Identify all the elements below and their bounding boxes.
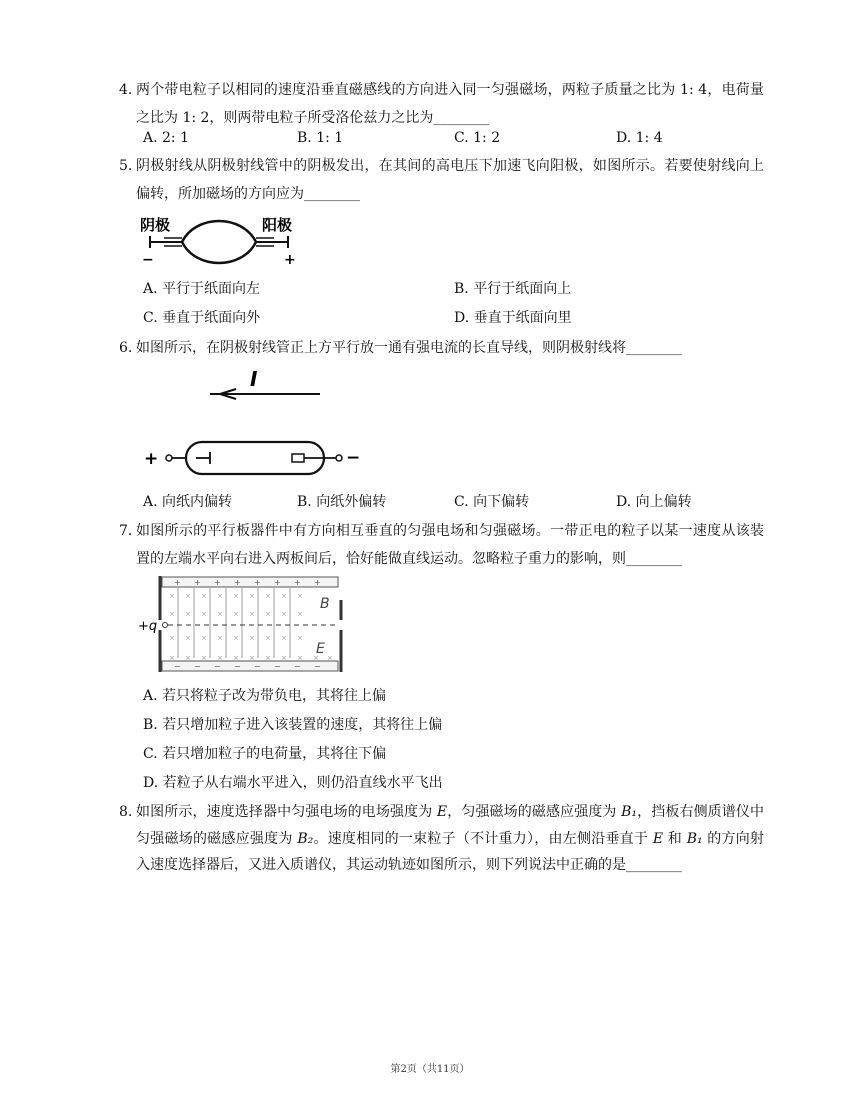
option-c: C. 若只增加粒子的电荷量，其将往下偏 bbox=[143, 746, 387, 762]
option-c: C. 垂直于纸面向外 bbox=[143, 310, 261, 326]
svg-text:×: × bbox=[265, 654, 271, 662]
minus-sign: − bbox=[346, 448, 361, 468]
question-number: 4. bbox=[119, 82, 133, 98]
option-a: A. 若只将粒子改为带负电，其将往上偏 bbox=[143, 688, 387, 704]
option-b: B. 1: 1 bbox=[297, 130, 344, 146]
question-text: 如图所示的平行板器件中有方向相互垂直的匀强电场和匀强磁场。一带正电的粒子以某一速度从该装置的左端水平向右进入两板间后，恰好能做直线运动。忽略粒子重力的影响，则________ bbox=[136, 523, 764, 567]
svg-text:−: − bbox=[274, 662, 281, 671]
svg-text:×: × bbox=[265, 592, 271, 600]
svg-text:+: + bbox=[234, 578, 241, 587]
svg-text:×: × bbox=[249, 592, 255, 600]
svg-text:×: × bbox=[265, 634, 271, 642]
option-a: A. 平行于纸面向左 bbox=[143, 281, 261, 297]
question-text: 两个带电粒子以相同的速度沿垂直磁感线的方向进入同一匀强磁场，两粒子质量之比为 1: 4，电荷量之比为 1: 2，则两带电粒子所受洛伦兹力之比为________ bbox=[136, 82, 764, 126]
svg-text:×: × bbox=[201, 634, 207, 642]
question-5 bbox=[119, 152, 764, 208]
svg-text:+: + bbox=[194, 578, 201, 587]
svg-text:×: × bbox=[281, 592, 287, 600]
svg-text:×: × bbox=[265, 610, 271, 618]
svg-text:×: × bbox=[249, 654, 255, 662]
svg-text:×: × bbox=[313, 654, 319, 662]
svg-text:×: × bbox=[217, 654, 223, 662]
svg-text:−: − bbox=[314, 662, 321, 671]
option-b: B. 向纸外偏转 bbox=[297, 494, 387, 510]
option-b: B. 平行于纸面向上 bbox=[454, 281, 572, 297]
cathode-label: 阴极 bbox=[140, 216, 171, 234]
option-b: B. 若只增加粒子进入该装置的速度，其将往上偏 bbox=[143, 717, 443, 733]
wire-and-tube-figure bbox=[140, 362, 370, 487]
svg-text:×: × bbox=[233, 592, 239, 600]
minus-sign: − bbox=[142, 252, 154, 268]
svg-text:×: × bbox=[217, 592, 223, 600]
question-6 bbox=[119, 334, 764, 362]
option-d: D. 若粒子从右端水平进入，则仍沿直线水平飞出 bbox=[143, 775, 443, 791]
svg-text:+: + bbox=[214, 578, 221, 587]
question-8 bbox=[119, 799, 764, 879]
svg-text:×: × bbox=[185, 592, 191, 600]
svg-text:−: − bbox=[234, 662, 241, 671]
question-number: 8. bbox=[119, 804, 133, 820]
svg-text:−: − bbox=[294, 662, 301, 671]
svg-text:×: × bbox=[297, 610, 303, 618]
option-c: C. 向下偏转 bbox=[454, 494, 530, 510]
anode-label: 阳极 bbox=[262, 216, 293, 234]
plus-sign: + bbox=[284, 252, 296, 268]
page-footer: 第2页（共11页） bbox=[390, 1064, 470, 1075]
svg-text:×: × bbox=[217, 634, 223, 642]
question-text: 阴极射线从阴极射线管中的阴极发出，在其间的高电压下加速飞向阳极，如图所示。若要使射线向上偏转，所加磁场的方向应为________ bbox=[136, 158, 764, 202]
question-7 bbox=[119, 517, 764, 573]
svg-text:+: + bbox=[274, 578, 281, 587]
svg-text:+: + bbox=[314, 578, 321, 587]
svg-text:×: × bbox=[185, 634, 191, 642]
svg-text:×: × bbox=[169, 634, 175, 642]
svg-text:×: × bbox=[201, 610, 207, 618]
svg-text:×: × bbox=[281, 610, 287, 618]
svg-text:−: − bbox=[254, 662, 261, 671]
option-d: D. 1: 4 bbox=[616, 130, 663, 146]
svg-text:×: × bbox=[217, 610, 223, 618]
svg-text:×: × bbox=[233, 654, 239, 662]
svg-text:×: × bbox=[281, 634, 287, 642]
option-c: C. 1: 2 bbox=[454, 130, 501, 146]
svg-text:×: × bbox=[249, 634, 255, 642]
cathode-ray-tube-figure bbox=[138, 210, 300, 270]
svg-text:−: − bbox=[214, 662, 221, 671]
b-field-label: B bbox=[320, 596, 330, 612]
svg-text:×: × bbox=[201, 654, 207, 662]
svg-text:×: × bbox=[169, 654, 175, 662]
svg-text:−: − bbox=[194, 662, 201, 671]
parallel-plate-figure bbox=[138, 574, 350, 676]
svg-text:+: + bbox=[294, 578, 301, 587]
svg-text:×: × bbox=[233, 610, 239, 618]
current-label: I bbox=[250, 367, 258, 391]
svg-text:×: × bbox=[297, 634, 303, 642]
question-number: 7. bbox=[119, 523, 133, 539]
svg-text:×: × bbox=[233, 634, 239, 642]
option-d: D. 向上偏转 bbox=[616, 494, 692, 510]
svg-text:×: × bbox=[185, 654, 191, 662]
svg-text:×: × bbox=[185, 610, 191, 618]
option-a: A. 向纸内偏转 bbox=[143, 494, 233, 510]
svg-text:×: × bbox=[169, 592, 175, 600]
option-d: D. 垂直于纸面向里 bbox=[454, 310, 572, 326]
svg-text:×: × bbox=[297, 592, 303, 600]
plus-sign: + bbox=[144, 449, 159, 469]
svg-text:+: + bbox=[254, 578, 261, 587]
svg-text:+: + bbox=[174, 578, 181, 587]
question-4 bbox=[119, 76, 764, 132]
e-field-label: E bbox=[316, 641, 325, 657]
option-a: A. 2: 1 bbox=[143, 130, 189, 146]
question-text: 如图所示，速度选择器中匀强电场的电场强度为 E，匀强磁场的磁感应强度为 B₁，挡板右侧质谱仪中匀强磁场的磁感应强度为 B₂。速度相同的一束粒子（不计重力），由左侧沿垂直于 E 和 B₁ 的方向射入速度选择器后，又进入质谱仪，其运动轨迹如图所示，则下列说法中正确的是________ bbox=[136, 804, 765, 873]
svg-text:×: × bbox=[327, 654, 333, 662]
svg-text:×: × bbox=[249, 610, 255, 618]
svg-text:×: × bbox=[281, 654, 287, 662]
question-number: 6. bbox=[119, 340, 133, 356]
svg-text:×: × bbox=[169, 610, 175, 618]
svg-text:×: × bbox=[297, 654, 303, 662]
charge-label: +q bbox=[138, 619, 158, 634]
svg-text:×: × bbox=[201, 592, 207, 600]
question-text: 如图所示，在阴极射线管正上方平行放一通有强电流的长直导线，则阴极射线将________ bbox=[136, 340, 682, 356]
svg-text:−: − bbox=[174, 662, 181, 671]
question-number: 5. bbox=[119, 158, 133, 174]
